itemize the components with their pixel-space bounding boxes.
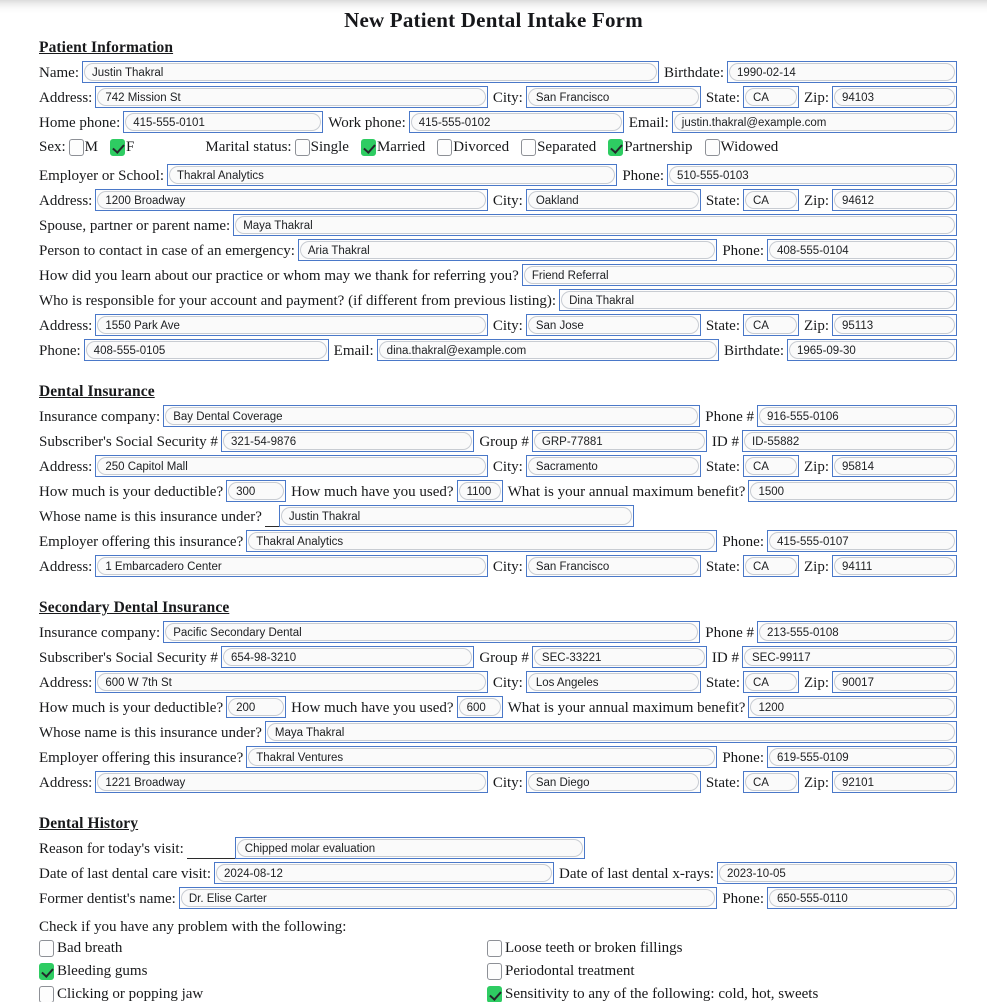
label-referral: How did you learn about our practice or whom may we thank for referring you? [39, 268, 519, 284]
label-secondary-state: State: [705, 675, 740, 691]
secondary-ssn-input[interactable]: 654-98-3210 [221, 646, 474, 668]
label-amount-used: How much have you used? [291, 484, 454, 500]
row-phones-email [39, 109, 957, 133]
label-employer-city: City: [492, 193, 523, 209]
label-work-phone: Work phone: [328, 115, 406, 131]
section-patient-information [39, 39, 957, 361]
secondary-zip-input[interactable]: 90017 [832, 671, 957, 693]
secondary-company-input[interactable]: Pacific Secondary Dental [163, 621, 700, 643]
problem-item-bleeding-gums[interactable] [39, 963, 487, 980]
label-responsible-address: Address: [39, 318, 93, 334]
spouse-input[interactable]: Maya Thakral [233, 214, 957, 236]
label-insurance-employer-city: City: [492, 559, 523, 575]
problem-item-sensitivity[interactable] [487, 986, 935, 1002]
secondary-deductible-input[interactable]: 200 [226, 696, 286, 718]
checkbox-loose-teeth[interactable] [487, 940, 502, 957]
label-marital-divorced: Divorced [453, 138, 510, 155]
label-insurance-address: Address: [39, 459, 93, 475]
zip-input[interactable]: 94103 [832, 86, 957, 108]
row-insurance-company [39, 403, 957, 427]
label-secondary-id: ID # [711, 650, 739, 666]
label-employer-zip: Zip: [804, 193, 829, 209]
label-responsible-city: City: [492, 318, 523, 334]
problem-item-bad-breath[interactable] [39, 940, 487, 957]
section-heading-patient: Patient Information [39, 39, 174, 56]
checkbox-marital-single[interactable] [295, 139, 310, 156]
responsible-phone-input[interactable]: 408-555-0105 [84, 339, 329, 361]
problems-checklist [39, 940, 957, 1002]
label-secondary-employer-state: State: [705, 775, 740, 791]
problem-row [39, 986, 957, 1002]
label-employer-phone: Phone: [622, 168, 664, 184]
row-secondary-address [39, 669, 957, 693]
label-secondary-employer-phone: Phone: [722, 750, 764, 766]
section-heading-history: Dental History [39, 815, 139, 832]
secondary-employer-address-input[interactable]: 1221 Broadway [95, 771, 487, 793]
label-insurance-employer-phone: Phone: [722, 534, 764, 550]
row-employer-address [39, 187, 957, 211]
window-top-bar [0, 0, 987, 7]
label-responsible-birthdate: Birthdate: [724, 343, 784, 359]
label-city: City: [492, 90, 523, 106]
emergency-phone-input[interactable]: 408-555-0104 [767, 239, 957, 261]
insurance-employer-input[interactable]: Thakral Analytics [246, 530, 717, 552]
label-former-dentist: Former dentist's name: [39, 891, 176, 907]
row-visit-reason [39, 835, 957, 859]
label-sex: Sex: [39, 138, 66, 155]
row-responsible-party [39, 287, 957, 311]
deductible-input[interactable]: 300 [226, 480, 286, 502]
label-secondary-company: Insurance company: [39, 625, 161, 641]
max-benefit-input[interactable]: 1500 [748, 480, 957, 502]
label-home-phone: Home phone: [39, 115, 121, 131]
insurance-under-name-input[interactable]: Justin Thakral [279, 505, 634, 527]
label-employer-state: State: [705, 193, 740, 209]
checkbox-clicking-jaw[interactable] [39, 986, 54, 1002]
label-last-xray: Date of last dental x-rays: [559, 866, 714, 882]
secondary-employer-input[interactable]: Thakral Ventures [246, 746, 717, 768]
label-secondary-employer: Employer offering this insurance? [39, 750, 244, 766]
secondary-group-input[interactable]: SEC-33221 [532, 646, 707, 668]
section-secondary-insurance [39, 599, 957, 793]
label-secondary-used: How much have you used? [291, 700, 454, 716]
label-sex-f: F [126, 138, 135, 155]
responsible-email-input[interactable]: dina.thakral@example.com [377, 339, 719, 361]
label-sex-m: M [84, 138, 99, 155]
employer-address-input[interactable]: 1200 Broadway [95, 189, 487, 211]
row-secondary-company [39, 619, 957, 643]
label-secondary-employer-address: Address: [39, 775, 93, 791]
label-check-prompt: Check if you have any problem with the following: [39, 919, 347, 935]
label-marital-partnership: Partnership [624, 138, 693, 155]
checkbox-marital-partnership[interactable] [608, 139, 623, 156]
responsible-party-input[interactable]: Dina Thakral [559, 289, 957, 311]
label-marital-single: Single [310, 138, 349, 155]
label-sensitivity: Sensitivity to any of the following: cold, hot, sweets [505, 986, 819, 1002]
label-loose-teeth: Loose teeth or broken fillings [505, 940, 683, 956]
label-secondary-employer-zip: Zip: [804, 775, 829, 791]
secondary-state-input[interactable]: CA [743, 671, 799, 693]
row-responsible-contact [39, 337, 957, 361]
problem-row [39, 963, 957, 980]
secondary-employer-city-input[interactable]: San Diego [526, 771, 701, 793]
row-check-prompt [39, 913, 957, 937]
insurance-employer-zip-input[interactable]: 94111 [832, 555, 957, 577]
label-id-number: ID # [711, 434, 739, 450]
former-dentist-input[interactable]: Dr. Elise Carter [179, 887, 717, 909]
label-emergency-phone: Phone: [722, 243, 764, 259]
row-referral [39, 262, 957, 286]
row-last-visit-xray [39, 860, 957, 884]
problem-row [39, 940, 957, 957]
section-heading-insurance: Dental Insurance [39, 383, 155, 400]
checkbox-sensitivity[interactable] [487, 986, 502, 1002]
responsible-state-input[interactable]: CA [743, 314, 799, 336]
insurance-employer-address-input[interactable]: 1 Embarcadero Center [95, 555, 487, 577]
responsible-city-input[interactable]: San Jose [526, 314, 701, 336]
label-marital-widowed: Widowed [720, 138, 779, 155]
insurance-employer-phone-input[interactable]: 415-555-0107 [767, 530, 957, 552]
last-xray-input[interactable]: 2023-10-05 [717, 862, 957, 884]
insurance-state-input[interactable]: CA [743, 455, 799, 477]
label-responsible-email: Email: [333, 343, 374, 359]
secondary-max-benefit-input[interactable]: 1200 [748, 696, 957, 718]
secondary-employer-phone-input[interactable]: 619-555-0109 [767, 746, 957, 768]
secondary-id-input[interactable]: SEC-99117 [742, 646, 957, 668]
section-dental-history [39, 815, 957, 1002]
checkbox-sex-m[interactable] [69, 139, 84, 156]
checkbox-marital-widowed[interactable] [705, 139, 720, 156]
label-insurance-employer-zip: Zip: [804, 559, 829, 575]
insurance-phone-input[interactable]: 916-555-0106 [757, 405, 957, 427]
row-sex-marital [39, 135, 957, 159]
label-subscriber-ssn: Subscriber's Social Security # [39, 434, 218, 450]
secondary-address-input[interactable]: 600 W 7th St [95, 671, 487, 693]
label-bad-breath: Bad breath [57, 940, 123, 956]
group-number-input[interactable]: GRP-77881 [532, 430, 707, 452]
label-spouse: Spouse, partner or parent name: [39, 218, 231, 234]
section-heading-secondary: Secondary Dental Insurance [39, 599, 230, 616]
address-input[interactable]: 742 Mission St [95, 86, 487, 108]
row-secondary-under-name [39, 719, 957, 743]
label-secondary-phone: Phone # [705, 625, 754, 641]
section-dental-insurance [39, 383, 957, 577]
responsible-address-input[interactable]: 1550 Park Ave [95, 314, 487, 336]
work-phone-input[interactable]: 415-555-0102 [409, 111, 624, 133]
label-insurance-employer: Employer offering this insurance? [39, 534, 244, 550]
label-secondary-deductible: How much is your deductible? [39, 700, 224, 716]
label-insurance-city: City: [492, 459, 523, 475]
row-insurance-address [39, 453, 957, 477]
row-insurance-under-name [39, 503, 957, 527]
employer-state-input[interactable]: CA [743, 189, 799, 211]
label-insurance-employer-address: Address: [39, 559, 93, 575]
label-birthdate: Birthdate: [664, 65, 724, 81]
label-marital-married: Married [376, 138, 426, 155]
label-secondary-employer-city: City: [492, 775, 523, 791]
emergency-contact-input[interactable]: Aria Thakral [298, 239, 717, 261]
label-secondary-ssn: Subscriber's Social Security # [39, 650, 218, 666]
row-emergency [39, 237, 957, 261]
row-secondary-ssn [39, 644, 957, 668]
insurance-employer-state-input[interactable]: CA [743, 555, 799, 577]
subscriber-ssn-input[interactable]: 321-54-9876 [221, 430, 474, 452]
label-insurance-company: Insurance company: [39, 409, 161, 425]
label-secondary-under-name: Whose name is this insurance under? [39, 725, 262, 741]
problem-item-loose-teeth[interactable] [487, 940, 935, 957]
label-secondary-group: Group # [479, 650, 529, 666]
name-input[interactable]: Justin Thakral [82, 61, 659, 83]
label-periodontal-treatment: Periodontal treatment [505, 963, 635, 979]
label-insurance-employer-state: State: [705, 559, 740, 575]
city-input[interactable]: San Francisco [526, 86, 701, 108]
label-marital-status: Marital status: [205, 138, 292, 155]
row-employer [39, 162, 957, 186]
checkbox-marital-separated[interactable] [521, 139, 536, 156]
insurance-company-input[interactable]: Bay Dental Coverage [163, 405, 700, 427]
label-responsible-zip: Zip: [804, 318, 829, 334]
checkbox-periodontal-treatment[interactable] [487, 963, 502, 980]
problem-item-periodontal[interactable] [487, 963, 935, 980]
label-visit-reason: Reason for today's visit: [39, 841, 184, 857]
label-group-number: Group # [479, 434, 529, 450]
row-name-birthdate [39, 59, 957, 83]
email-input[interactable]: justin.thakral@example.com [672, 111, 957, 133]
insurance-employer-city-input[interactable]: San Francisco [526, 555, 701, 577]
row-secondary-amounts [39, 694, 957, 718]
label-bleeding-gums: Bleeding gums [57, 963, 148, 979]
checkbox-marital-divorced[interactable] [437, 139, 452, 156]
row-insurance-ssn [39, 428, 957, 452]
secondary-city-input[interactable]: Los Angeles [526, 671, 701, 693]
checkbox-sex-f[interactable] [110, 139, 125, 156]
label-marital-separated: Separated [537, 138, 597, 155]
row-secondary-employer [39, 744, 957, 768]
label-secondary-city: City: [492, 675, 523, 691]
row-insurance-employer [39, 528, 957, 552]
state-input[interactable]: CA [743, 86, 799, 108]
label-insurance-zip: Zip: [804, 459, 829, 475]
responsible-birthdate-input[interactable]: 1965-09-30 [787, 339, 957, 361]
label-responsible-party: Who is responsible for your account and payment? (if different from previous listing): [39, 293, 557, 309]
label-clicking-jaw: Clicking or popping jaw [57, 986, 204, 1002]
insurance-address-input[interactable]: 250 Capitol Mall [95, 455, 487, 477]
referral-input[interactable]: Friend Referral [522, 264, 957, 286]
label-secondary-address: Address: [39, 675, 93, 691]
insurance-zip-input[interactable]: 95814 [832, 455, 957, 477]
label-last-visit: Date of last dental care visit: [39, 866, 212, 882]
secondary-used-input[interactable]: 600 [457, 696, 503, 718]
label-secondary-zip: Zip: [804, 675, 829, 691]
label-former-dentist-phone: Phone: [722, 891, 764, 907]
label-employer: Employer or School: [39, 168, 164, 184]
secondary-employer-state-input[interactable]: CA [743, 771, 799, 793]
row-insurance-employer-address [39, 553, 957, 577]
label-employer-address: Address: [39, 193, 93, 209]
id-number-input[interactable]: ID-55882 [742, 430, 957, 452]
row-spouse [39, 212, 957, 236]
row-address [39, 84, 957, 108]
checkbox-bad-breath[interactable] [39, 940, 54, 957]
label-insurance-under-name: Whose name is this insurance under? [39, 509, 262, 525]
label-state: State: [705, 90, 740, 106]
page-title: New Patient Dental Intake Form [344, 8, 643, 32]
last-visit-input[interactable]: 2024-08-12 [214, 862, 554, 884]
secondary-under-name-input[interactable]: Maya Thakral [265, 721, 957, 743]
responsible-zip-input[interactable]: 95113 [832, 314, 957, 336]
employer-input[interactable]: Thakral Analytics [167, 164, 617, 186]
secondary-employer-zip-input[interactable]: 92101 [832, 771, 957, 793]
label-address: Address: [39, 90, 93, 106]
label-responsible-phone: Phone: [39, 343, 81, 359]
insurance-city-input[interactable]: Sacramento [526, 455, 701, 477]
home-phone-input[interactable]: 415-555-0101 [123, 111, 323, 133]
label-emergency-contact: Person to contact in case of an emergency: [39, 243, 295, 259]
row-responsible-address [39, 312, 957, 336]
amount-used-input[interactable]: 1100 [457, 480, 503, 502]
birthdate-input[interactable]: 1990-02-14 [727, 61, 957, 83]
label-insurance-state: State: [705, 459, 740, 475]
label-insurance-phone: Phone # [705, 409, 754, 425]
row-former-dentist [39, 885, 957, 909]
secondary-phone-input[interactable]: 213-555-0108 [757, 621, 957, 643]
checkbox-marital-married[interactable] [361, 139, 376, 156]
checkbox-bleeding-gums[interactable] [39, 963, 54, 980]
employer-zip-input[interactable]: 94612 [832, 189, 957, 211]
label-secondary-max-benefit: What is your annual maximum benefit? [507, 700, 746, 716]
label-deductible: How much is your deductible? [39, 484, 224, 500]
employer-phone-input[interactable]: 510-555-0103 [667, 164, 957, 186]
row-insurance-amounts [39, 478, 957, 502]
employer-city-input[interactable]: Oakland [526, 189, 701, 211]
label-responsible-state: State: [705, 318, 740, 334]
visit-reason-input[interactable]: Chipped molar evaluation [235, 837, 585, 859]
label-zip: Zip: [804, 90, 829, 106]
form-body [0, 33, 987, 1002]
row-secondary-employer-address [39, 769, 957, 793]
former-dentist-phone-input[interactable]: 650-555-0110 [767, 887, 957, 909]
label-name: Name: [39, 65, 79, 81]
label-email: Email: [628, 115, 669, 131]
label-max-benefit: What is your annual maximum benefit? [507, 484, 746, 500]
problem-item-clicking-jaw[interactable] [39, 986, 487, 1002]
